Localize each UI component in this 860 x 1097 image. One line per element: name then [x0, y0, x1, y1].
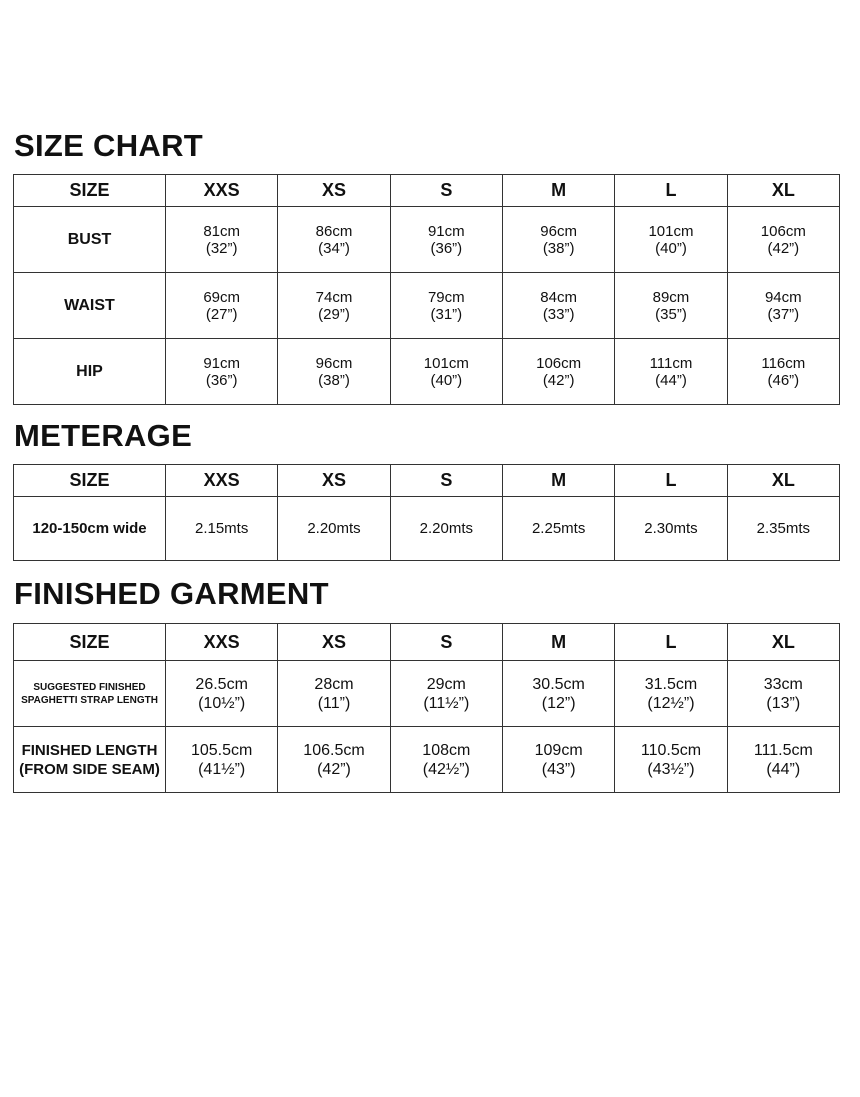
- cell: 69cm (27”): [166, 273, 278, 339]
- cell: 2.35mts: [727, 497, 839, 561]
- size-chart-title: SIZE CHART: [14, 128, 203, 163]
- row-label: SUGGESTED FINISHED SPAGHETTI STRAP LENGTH: [14, 661, 166, 727]
- row-label: BUST: [14, 207, 166, 273]
- header-l: L: [615, 175, 727, 207]
- cell: 29cm (11½”): [390, 661, 502, 727]
- cell: 30.5cm (12”): [502, 661, 614, 727]
- table-row-hip: [14, 339, 840, 405]
- meterage-table: [13, 464, 840, 561]
- header-xxs: XXS: [166, 624, 278, 661]
- cell: 111cm (44”): [615, 339, 727, 405]
- table-row-strap-length: [14, 661, 840, 727]
- header-xs: XS: [278, 624, 390, 661]
- header-row: [14, 465, 840, 497]
- header-m: M: [502, 175, 614, 207]
- cell: 33cm (13”): [727, 661, 839, 727]
- cell: 109cm (43”): [502, 727, 614, 793]
- row-label: HIP: [14, 339, 166, 405]
- header-xl: XL: [727, 624, 839, 661]
- cell: 2.25mts: [502, 497, 614, 561]
- cell: 84cm (33”): [502, 273, 614, 339]
- header-row: [14, 175, 840, 207]
- cell: 2.20mts: [278, 497, 390, 561]
- cell: 79cm (31”): [390, 273, 502, 339]
- cell: 101cm (40”): [615, 207, 727, 273]
- table-row-waist: [14, 273, 840, 339]
- header-l: L: [615, 465, 727, 497]
- header-m: M: [502, 624, 614, 661]
- header-size: SIZE: [14, 624, 166, 661]
- cell: 96cm (38”): [502, 207, 614, 273]
- cell: 110.5cm (43½”): [615, 727, 727, 793]
- header-size: SIZE: [14, 175, 166, 207]
- header-xxs: XXS: [166, 465, 278, 497]
- cell: 26.5cm (10½”): [166, 661, 278, 727]
- header-xxs: XXS: [166, 175, 278, 207]
- table-row-bust: [14, 207, 840, 273]
- finished-garment-title: FINISHED GARMENT: [14, 576, 329, 611]
- header-xl: XL: [727, 465, 839, 497]
- cell: 108cm (42½”): [390, 727, 502, 793]
- cell: 2.15mts: [166, 497, 278, 561]
- row-label: 120-150cm wide: [14, 497, 166, 561]
- cell: 91cm (36”): [166, 339, 278, 405]
- header-s: S: [390, 465, 502, 497]
- table-row-finished-length: [14, 727, 840, 793]
- meterage-title: METERAGE: [14, 418, 193, 453]
- header-s: S: [390, 624, 502, 661]
- size-chart-table: [13, 174, 840, 405]
- cell: 81cm (32”): [166, 207, 278, 273]
- cell: 31.5cm (12½”): [615, 661, 727, 727]
- cell: 101cm (40”): [390, 339, 502, 405]
- header-s: S: [390, 175, 502, 207]
- cell: 89cm (35”): [615, 273, 727, 339]
- header-l: L: [615, 624, 727, 661]
- cell: 116cm (46”): [727, 339, 839, 405]
- cell: 28cm (11”): [278, 661, 390, 727]
- header-size: SIZE: [14, 465, 166, 497]
- cell: 106cm (42”): [502, 339, 614, 405]
- cell: 74cm (29”): [278, 273, 390, 339]
- cell: 105.5cm (41½”): [166, 727, 278, 793]
- row-label: WAIST: [14, 273, 166, 339]
- header-row: [14, 624, 840, 661]
- cell: 2.20mts: [390, 497, 502, 561]
- table-row-fabric-width: [14, 497, 840, 561]
- cell: 91cm (36”): [390, 207, 502, 273]
- cell: 106cm (42”): [727, 207, 839, 273]
- row-label: FINISHED LENGTH (FROM SIDE SEAM): [14, 727, 166, 793]
- header-xs: XS: [278, 175, 390, 207]
- cell: 86cm (34”): [278, 207, 390, 273]
- cell: 111.5cm (44”): [727, 727, 839, 793]
- header-xs: XS: [278, 465, 390, 497]
- cell: 106.5cm (42”): [278, 727, 390, 793]
- header-m: M: [502, 465, 614, 497]
- cell: 2.30mts: [615, 497, 727, 561]
- cell: 96cm (38”): [278, 339, 390, 405]
- finished-garment-table: [13, 623, 840, 793]
- cell: 94cm (37”): [727, 273, 839, 339]
- header-xl: XL: [727, 175, 839, 207]
